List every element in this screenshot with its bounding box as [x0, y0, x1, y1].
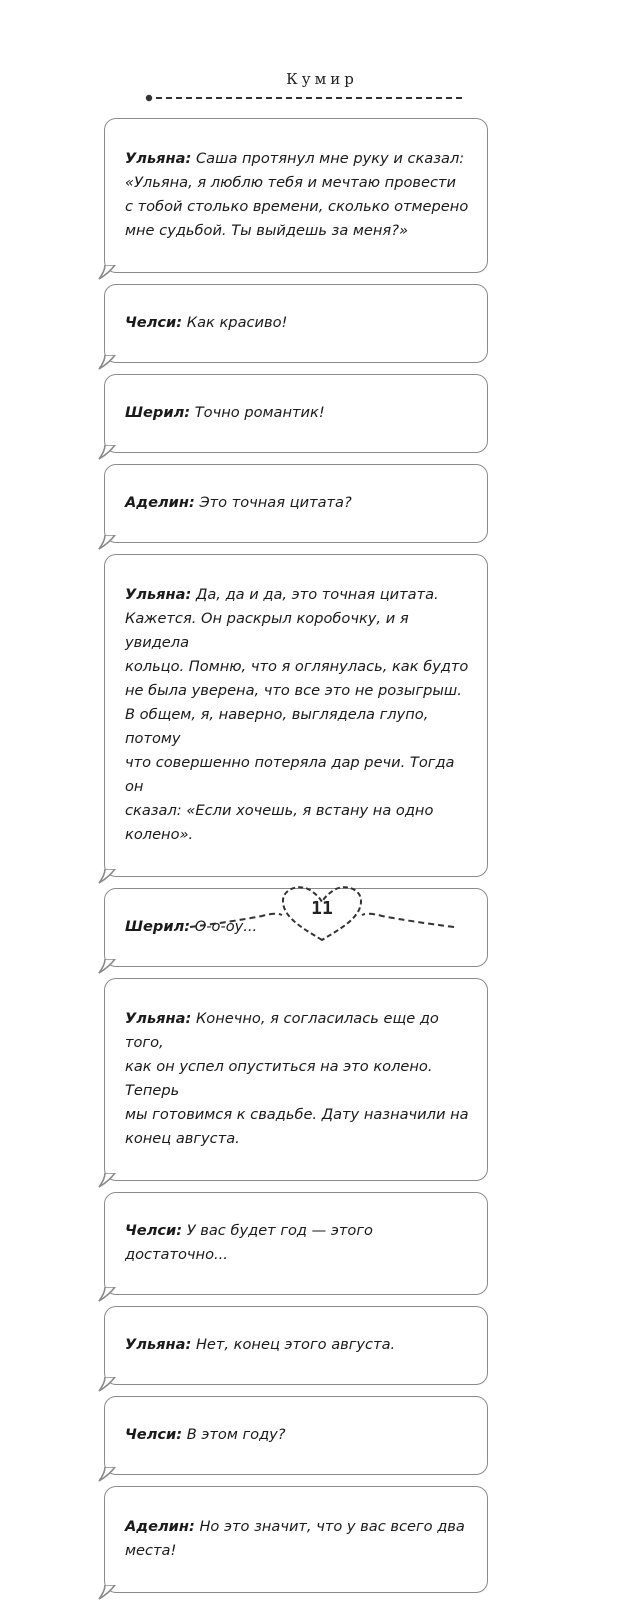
message-bubble	[104, 554, 488, 877]
message-text: У вас будет год — этого достаточно...	[125, 1222, 373, 1263]
bubble-tail	[97, 1173, 117, 1189]
message-text: Да, да и да, это точная цитата. Кажется. Он раскрыл коробочку, и я увидела кольцо. Помню, что я оглянулась, как будто не была уверена, что все это не розыгрыш. В общем, я, наверно, выглядела глупо, потому что совершенно потеряла дар речи. Тогда он сказал: «Если хочешь, я встану на одно колено».	[125, 586, 469, 843]
chat-thread	[104, 118, 488, 1604]
message-text: Это точная цитата?	[194, 494, 352, 511]
message-text: Нет, конец этого августа.	[191, 1336, 396, 1353]
message-speaker: Аделин:	[125, 494, 195, 511]
message-bubble	[104, 1486, 488, 1593]
message-speaker: Челси:	[125, 1222, 183, 1239]
message-speaker: Ульяна:	[125, 150, 192, 167]
page-number: 11	[311, 898, 333, 919]
message-text: Точно романтик!	[190, 404, 325, 421]
message-text: Но это значит, что у вас всего два места!	[125, 1518, 465, 1559]
running-head: Кумир	[286, 70, 358, 88]
header-dashed-rule	[140, 92, 470, 104]
message-text: О-о-оу...	[190, 918, 258, 935]
bubble-tail	[97, 265, 117, 281]
bubble-tail	[97, 1585, 117, 1601]
bubble-tail	[97, 535, 117, 551]
bubble-tail	[97, 1287, 117, 1303]
message-speaker: Ульяна:	[125, 586, 192, 603]
bubble-tail	[97, 959, 117, 975]
message-bubble	[104, 284, 488, 363]
message-speaker: Шерил:	[125, 404, 191, 421]
message-text: Конечно, я согласилась еще до того, как он успел опуститься на это колено. Теперь мы готовимся к свадьбе. Дату назначили на конец августа.	[125, 1010, 469, 1147]
message-bubble	[104, 1306, 488, 1385]
message-bubble	[104, 374, 488, 453]
bubble-tail	[97, 355, 117, 371]
message-speaker: Ульяна:	[125, 1336, 192, 1353]
bubble-tail	[97, 1377, 117, 1393]
bubble-tail	[97, 1467, 117, 1483]
bubble-tail	[97, 445, 117, 461]
message-text: В этом году?	[182, 1426, 286, 1443]
message-speaker: Челси:	[125, 1426, 183, 1443]
message-speaker: Ульяна:	[125, 1010, 192, 1027]
message-text: Саша протянул мне руку и сказал: «Ульяна, я люблю тебя и мечтаю провести с тобой столько времени, сколько отмерено мне судьбой. Ты выйдешь за меня?»	[125, 150, 469, 239]
message-bubble	[104, 118, 488, 273]
message-speaker: Аделин:	[125, 1518, 195, 1535]
message-bubble	[104, 1396, 488, 1475]
message-text: Как красиво!	[182, 314, 288, 331]
message-speaker: Шерил:	[125, 918, 191, 935]
message-speaker: Челси:	[125, 314, 183, 331]
message-bubble	[104, 464, 488, 543]
message-bubble	[104, 1192, 488, 1295]
message-bubble	[104, 978, 488, 1181]
